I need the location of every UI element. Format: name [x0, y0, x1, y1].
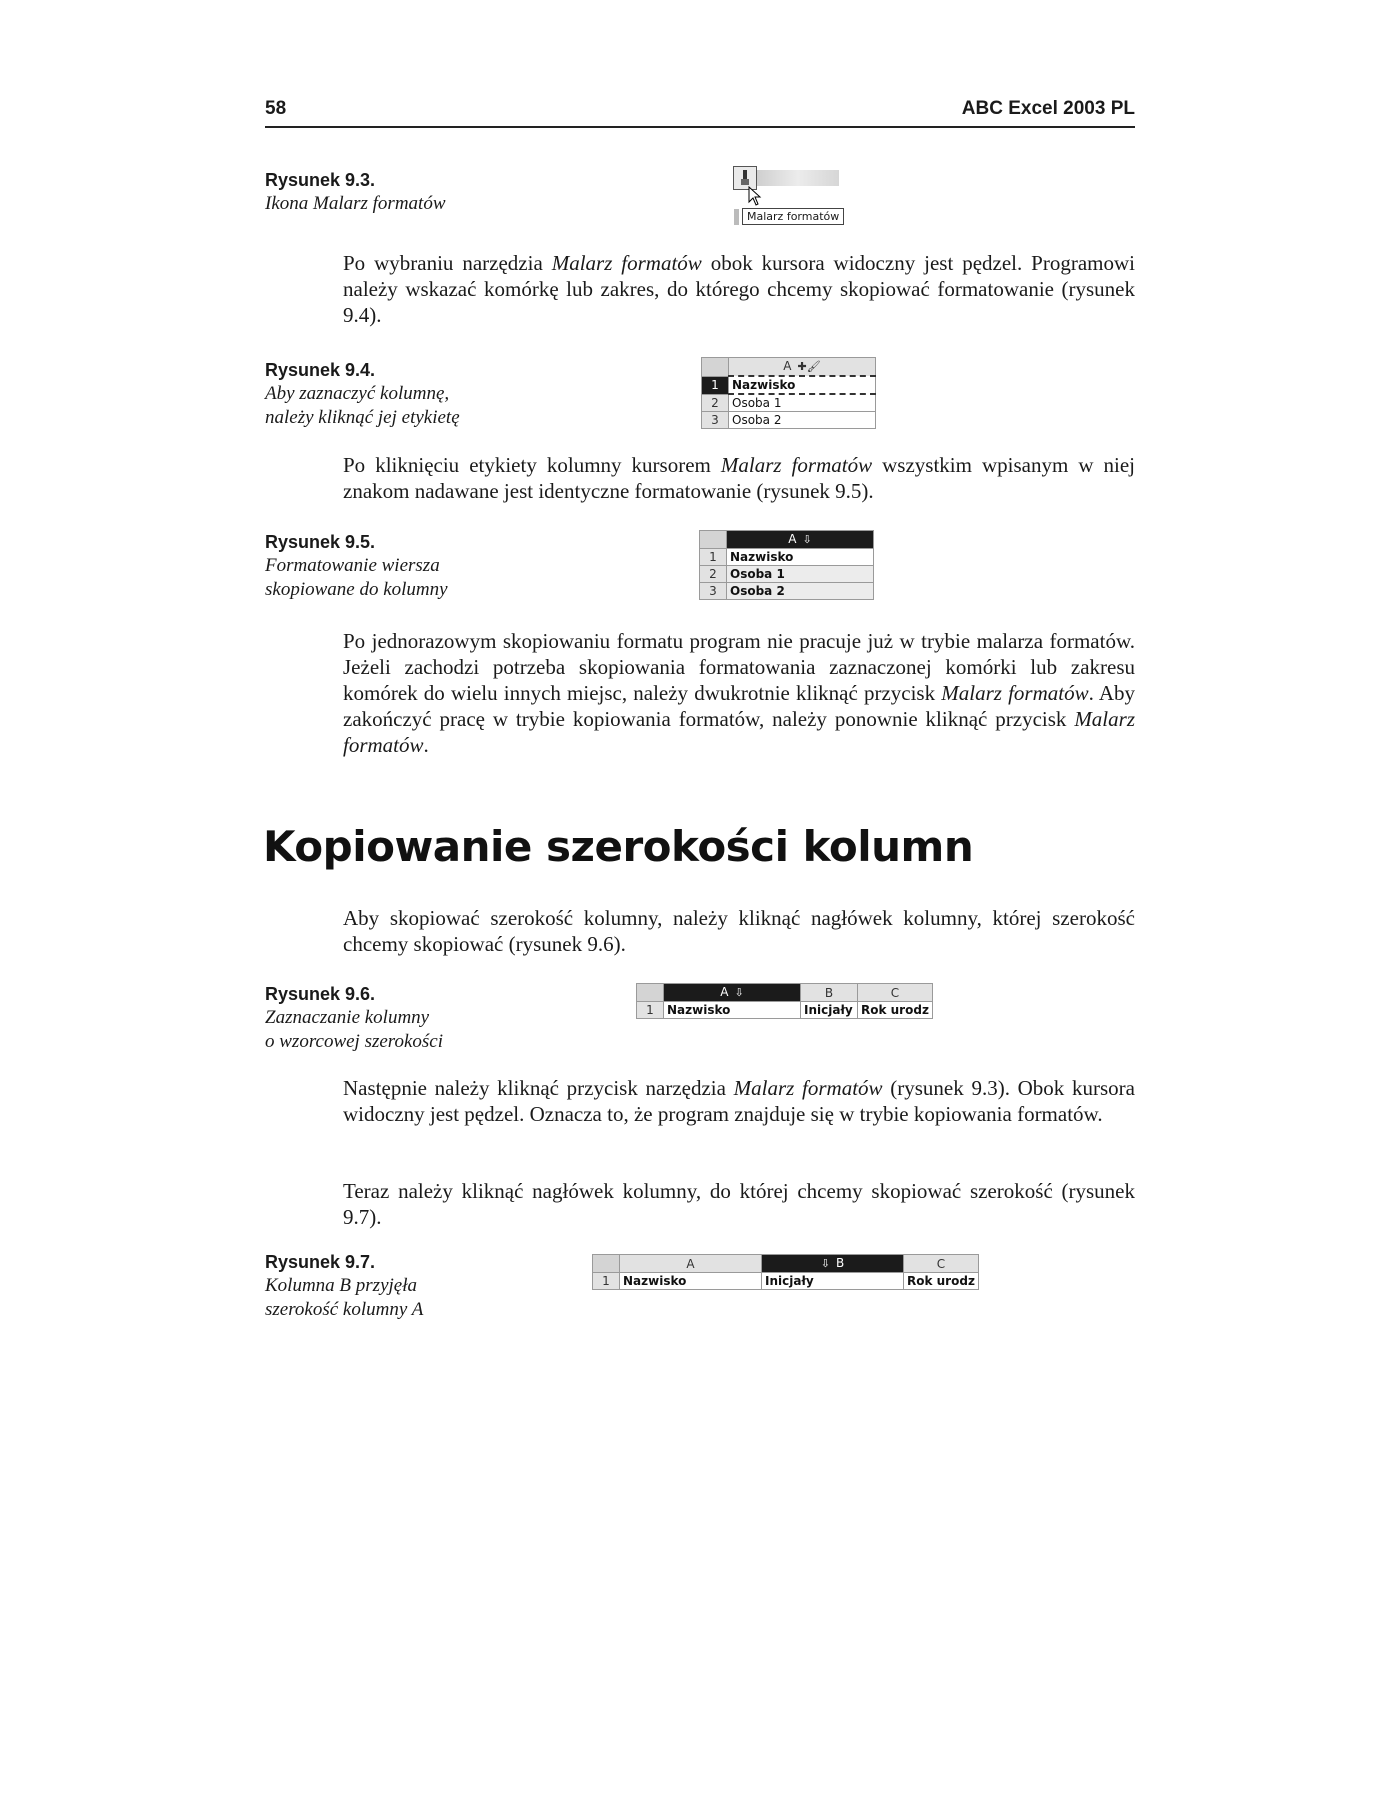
- figure-caption-line: należy kliknąć jej etykietę: [265, 407, 460, 428]
- figure-caption-9-3: [265, 168, 475, 216]
- figure-caption-9-6: [265, 982, 475, 1054]
- paragraph-1: Po wybraniu narzędzia Malarz formatów obok kursora widoczny jest pędzel. Programowi należy wskazać komórkę lub zakres, do którego chcemy skopiować formatowanie (rysunek 9.4).: [343, 251, 1135, 327]
- row-header[interactable]: 1: [702, 376, 729, 394]
- figure-caption-9-7: [265, 1250, 475, 1322]
- tooltip: Malarz formatów: [742, 208, 844, 225]
- figure-9-5-sheet: [699, 530, 874, 600]
- toolbar-strip: [757, 170, 839, 186]
- down-arrow-icon: ⇩: [734, 986, 744, 999]
- tooltip-marker: [734, 209, 739, 225]
- paragraph-3: Po jednorazowym skopiowaniu formatu program nie pracuje już w trybie malarza formatów. Jeżeli zachodzi potrzeba skopiowania formatowania zaznaczonej komórki lub zakresu komórek do wielu innych miejsc, należy dwukrotnie kliknąć przycisk Malarz formatów. Aby zakończyć pracę w trybie kopiowania formatów, należy ponownie kliknąć przycisk Malarz formatów.: [343, 629, 1135, 757]
- figure-caption-line: o wzorcowej szerokości: [265, 1031, 444, 1052]
- down-arrow-icon: ⇩: [802, 533, 812, 546]
- paragraph-4: Aby skopiować szerokość kolumny, należy kliknąć nagłówek kolumny, której szerokość chcemy skopiować (rysunek 9.6).: [343, 906, 1135, 956]
- figure-title: Rysunek 9.4.: [265, 360, 376, 380]
- cell[interactable]: Inicjały: [801, 1002, 858, 1019]
- figure-title: Rysunek 9.5.: [265, 532, 376, 552]
- select-all-corner[interactable]: [702, 358, 729, 377]
- paragraph-2: Po kliknięciu etykiety kolumny kursorem Malarz formatów wszystkim wpisanym w niej znakom nadawane jest identyczne formatowanie (rysunek 9.5).: [343, 453, 1136, 503]
- figure-caption-text: Ikona Malarz formatów: [265, 193, 446, 214]
- cell[interactable]: Osoba 1: [729, 394, 876, 412]
- column-header-a[interactable]: A ⇩: [664, 984, 801, 1002]
- cell[interactable]: Nazwisko: [664, 1002, 801, 1019]
- mouse-pointer-icon: [748, 186, 762, 209]
- figure-title: Rysunek 9.3.: [265, 170, 376, 190]
- cell[interactable]: Osoba 1: [727, 566, 874, 583]
- cell[interactable]: Nazwisko: [620, 1273, 762, 1290]
- row-header[interactable]: 2: [700, 566, 727, 583]
- row-header[interactable]: 3: [702, 412, 729, 429]
- cell[interactable]: Nazwisko: [729, 376, 876, 394]
- row-header[interactable]: 1: [593, 1273, 620, 1290]
- select-all-corner[interactable]: [593, 1255, 620, 1273]
- column-header-c[interactable]: C: [858, 984, 933, 1002]
- row-header[interactable]: 1: [637, 1002, 664, 1019]
- cell[interactable]: Nazwisko: [727, 549, 874, 566]
- down-arrow-icon: ⇩: [820, 1257, 830, 1270]
- cell[interactable]: Osoba 2: [727, 583, 874, 600]
- page-number: 58: [265, 98, 287, 119]
- column-header-a[interactable]: A ✚🖌: [729, 358, 876, 377]
- figure-9-4-sheet: [701, 357, 876, 429]
- figure-caption-line: skopiowane do kolumny: [265, 579, 448, 600]
- column-header-a[interactable]: A ⇩: [727, 531, 874, 549]
- figure-caption-line: Kolumna B przyjęła: [265, 1275, 417, 1296]
- figure-caption-line: Formatowanie wiersza: [265, 555, 440, 576]
- row-header[interactable]: 2: [702, 394, 729, 412]
- figure-title: Rysunek 9.6.: [265, 984, 376, 1004]
- row-header[interactable]: 1: [700, 549, 727, 566]
- figure-caption-9-4: [265, 358, 475, 430]
- figure-title: Rysunek 9.7.: [265, 1252, 376, 1272]
- cell[interactable]: Rok urodz: [904, 1273, 979, 1290]
- row-header[interactable]: 3: [700, 583, 727, 600]
- paragraph-5: Następnie należy kliknąć przycisk narzędzia Malarz formatów (rysunek 9.3). Obok kursora widoczny jest pędzel. Oznacza to, że program znajduje się w trybie kopiowania formatów.: [343, 1076, 1135, 1126]
- column-header-b[interactable]: B: [801, 984, 858, 1002]
- cell[interactable]: Osoba 2: [729, 412, 876, 429]
- figure-9-6-sheet: [636, 983, 933, 1019]
- cell[interactable]: Inicjały: [762, 1273, 904, 1290]
- page-header: [265, 98, 1135, 128]
- figure-caption-line: Aby zaznaczyć kolumnę,: [265, 383, 450, 404]
- column-header-a[interactable]: A: [620, 1255, 762, 1273]
- cell[interactable]: Rok urodz: [858, 1002, 933, 1019]
- paragraph-6: Teraz należy kliknąć nagłówek kolumny, do której chcemy skopiować szerokość (rysunek 9.7).: [343, 1179, 1135, 1229]
- select-all-corner[interactable]: [700, 531, 727, 549]
- select-all-corner[interactable]: [637, 984, 664, 1002]
- book-title: ABC Excel 2003 PL: [961, 98, 1135, 119]
- paint-cross-icon: ✚🖌: [797, 360, 821, 373]
- figure-9-7-sheet: [592, 1254, 979, 1290]
- column-header-c[interactable]: C: [904, 1255, 979, 1273]
- column-header-b[interactable]: ⇩ B: [762, 1255, 904, 1273]
- figure-caption-line: Zaznaczanie kolumny: [265, 1007, 430, 1028]
- figure-caption-9-5: [265, 530, 475, 602]
- section-heading: Kopiowanie szerokości kolumn: [263, 822, 974, 871]
- figure-caption-line: szerokość kolumny A: [265, 1299, 424, 1320]
